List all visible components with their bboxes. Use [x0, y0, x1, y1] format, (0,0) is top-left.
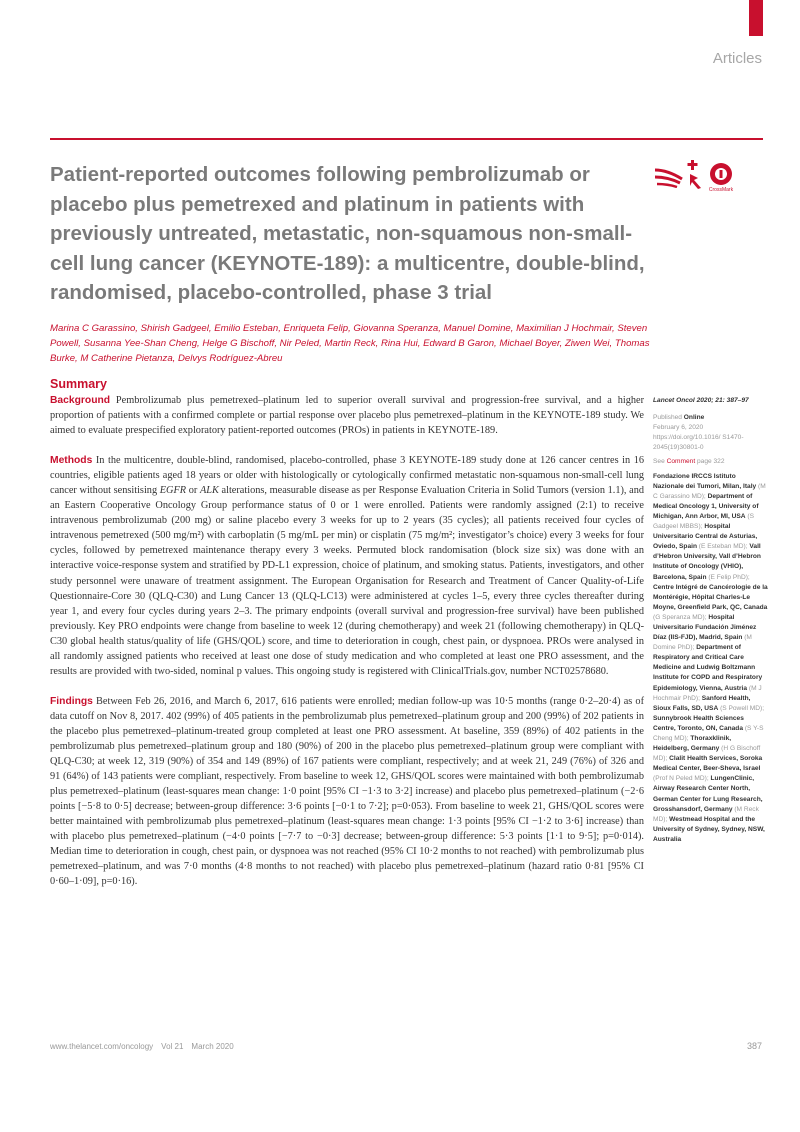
- footer-issue: March 2020: [191, 1042, 234, 1051]
- published-date: February 6, 2020: [653, 424, 704, 432]
- affiliation-institution: Sunnybrook Health Sciences Centre, Toronto, ON, Canada: [653, 714, 744, 732]
- published-line: [653, 413, 768, 423]
- summary-heading: Summary: [50, 377, 107, 391]
- methods-text-2: alterations, measurable disease as per Response Evaluation Criteria in Solid Tumors (version 1.1), and an Eastern Cooperative Oncology Group performance status of 0 or 1 were enrolled. Patients were randomly assigned (2:1) to receive intravenous pembrolizumab (200 mg) or saline placebo every 3 weeks for up to 2 years (35 cycles); all patients received four cycles of intravenous pemetrexed (500 mg/m²) with carboplatin (5 mg/mL per min) or cisplatin (75 mg/m²; investigator’s choice) every 3 weeks for four cycles, followed by pemetrexed maintenance therapy every 3 weeks. Permuted block randomisation (block size six) was done with an interactive voice-response system and stratified by PD-L1 expression, choice of platinum, and smoking status. Patients, investigators, and other study personnel were unaware of treatment assignment. The European Organisation for Research and Treatment of Cancer Quality-of-Life Questionnaire-Core 30 (QLQ-C30) and Lung Cancer 13 (QLQ-LC13) were administered at cycles 1–5, every three cycles thereafter during year 1, and every four cycles during years 2–3. The primary endpoints (overall survival and progression-free survival) have been published previously. Key PRO endpoints were change from baseline to week 12 (during chemotherapy) and week 21 (following chemotherapy) in QLQ-C30 global health status/quality of life (GHS/QOL) score, and time to deterioration in cough, chest pain, or dyspnoea. PROs were analysed in all randomly assigned patients who received at least one dose of study medication and who completed at least one PRO assessment, and the results are provided with two-sided, nominal p values. This ongoing study is registered with ClinicalTrials.gov, number NCT02578680.: [50, 485, 645, 677]
- published-prefix: Published: [653, 414, 684, 422]
- affiliation-author: (S Gadgeel MBBS);: [653, 512, 754, 531]
- comment-link[interactable]: Comment: [666, 458, 696, 466]
- article-title: Patient-reported outcomes following pembrolizumab or placebo plus pemetrexed and platinum in patients with previously untreated, metastatic, non-squamous non-small-cell lung cancer (KEYNOTE-189): a multicentre, double-blind, randomised, placebo-controlled, phase 3 trial: [50, 163, 645, 304]
- top-red-tab: [749, 0, 763, 36]
- background-paragraph: [50, 393, 644, 438]
- affiliation-author: (M J Hochmair PhD);: [653, 684, 762, 702]
- section-label: Articles: [712, 50, 762, 67]
- citation: Lancet Oncol 2020; 21: 387–97: [653, 397, 749, 404]
- lancet-swoosh-icon: [654, 166, 684, 188]
- affiliation-institution: Hospital Universitario Central de Asturias, Oviedo, Spain: [653, 523, 758, 551]
- affiliation-author: (M C Garassino MD);: [653, 482, 766, 500]
- cross-figure-icon: [684, 160, 706, 190]
- affiliation-institution: Fondazione IRCCS Istituto Nazionale dei Tumori, Milan, Italy: [653, 472, 757, 490]
- crossmark-label: CrossMark: [708, 187, 734, 192]
- affiliation-institution: Clalit Health Services, Soroka Medical Center, Beer-Sheva, Israel: [653, 755, 763, 773]
- affiliation-author: (S Powell MD);: [718, 704, 765, 712]
- affiliation-institution: Department of Respiratory and Critical Care Medicine and Ludwig Boltzmann Institute for COPD and Respiratory Epidemiology, Vienna, Austria: [653, 644, 763, 692]
- findings-paragraph: [50, 694, 644, 890]
- methods-text-1: In the multicentre, double-blind, randomised, placebo-controlled, phase 3 KEYNOTE-189 study done at 126 cancer centres in 16 countries, eligible patients aged 18 years or older with histologically or cytologically confirmed metastatic non-squamous non-small-cell lung cancer without sensitising: [50, 455, 644, 497]
- background-text: Pembrolizumab plus pemetrexed–platinum led to superior overall survival and progression-free survival, and a higher proportion of patients with a confirmed complete or partial response over placebo plus pemetrexed–platinum in the KEYNOTE-189 study. We aimed to evaluate prespecified exploratory patient-reported outcomes (PROs) in patients in KEYNOTE-189.: [50, 395, 644, 437]
- doi-link[interactable]: https://doi.org/10.1016/ S1470-2045(19)30801-0: [653, 434, 744, 452]
- affiliation-institution: Westmead Hospital and the University of Sydney, Sydney, NSW, Australia: [653, 815, 765, 843]
- see-comment-line: [653, 457, 768, 467]
- footer: [50, 1042, 242, 1051]
- sidebar: [653, 396, 768, 845]
- alk-gene: ALK: [199, 485, 219, 497]
- see-prefix: See: [653, 458, 667, 466]
- affiliation-institution: Hospital Universitario Fundación Jiménez Díaz (IIS-FJD), Madrid, Spain: [653, 613, 757, 642]
- affiliation-author: (E Esteban MD);: [696, 543, 750, 551]
- affiliation-author: (Prof N Peled MD);: [653, 775, 711, 783]
- affiliation-author: (S Y-S Cheng MD);: [653, 724, 764, 742]
- egfr-gene: EGFR: [159, 485, 187, 497]
- see-suffix: page 322: [695, 458, 725, 466]
- journal-logos: [654, 160, 744, 196]
- published-online: Online: [683, 414, 705, 422]
- page-number: 387: [746, 1041, 762, 1051]
- footer-url[interactable]: www.thelancet.com/oncology: [50, 1042, 154, 1051]
- affiliation-author: (E Felip PhD);: [706, 573, 750, 581]
- crossmark-icon[interactable]: [708, 162, 734, 192]
- findings-label: Findings: [50, 695, 93, 707]
- affiliation-author: (M Domine PhD);: [653, 634, 752, 652]
- affiliation-institution: LungenClinic, Airway Research Center North, German Center for Lung Research, Grosshansdorf, Germany: [653, 775, 763, 813]
- affiliation-institution: Centre Intégré de Cancérologie de la Montérégie, Hôpital Charles-Le Moyne, Greenfield Park, QC, Canada: [653, 583, 768, 611]
- affiliations: [653, 472, 768, 845]
- methods-paragraph: [50, 453, 644, 679]
- affiliation-institution: Sanford Health, Sioux Falls, SD, USA: [653, 694, 751, 712]
- affiliation-author: (G Speranza MD);: [653, 613, 709, 621]
- affiliation-institution: Department of Medical Oncology 1, University of Michigan, Ann Arbor, MI, USA: [653, 492, 759, 520]
- affiliation-author: (M Reck MD);: [653, 805, 759, 823]
- findings-text: Between Feb 26, 2016, and March 6, 2017, 616 patients were enrolled; median follow-up was 10·5 months (range 0·2–20·4) as of data cutoff on Nov 8, 2017. 402 (99%) of 405 patients in the pembrolizumab plus pemetrexed–platinum group and 200 (99%) of 202 patients in the placebo plus pemetrexed–platinum-treated group completed at least one PRO assessment. At baseline, 359 (89%) of 402 patients in the pembrolizumab plus pemetrexed–platinum group and 180 (90%) of 200 in the placebo plus pemetrexed–platinum group were compliant with QLQ-C30; at week 12, 319 (90%) of 354 and 149 (89%) of 167 patients were compliant, respectively; and at week 21, 249 (76%) of 326 and 91 (64%) of 143 patients were compliant, respectively. From baseline to week 12, GHS/QOL scores were maintained with both pembrolizumab plus pemetrexed–platinum (least-squares mean change: 1·0 point [95% CI −1·3 to 3·2] increase) and placebo plus pemetrexed–platinum (−2·6 points [−5·8 to 0·5] decrease; between-group difference: 3·6 points [−0·1 to 7·2]; p=0·053). From baseline to week 21, GHS/QOL scores were better maintained with pembrolizumab plus pemetrexed–platinum (least-squares mean change: 1·3 points [95% CI −1·2 to 3·6] increase) than with placebo plus pemetrexed–platinum (−4·0 points [−7·7 to −0·3] decrease; between-group difference: 5·3 points [1·1 to 9·5]; p=0·014). Median time to deterioration in cough, chest pain, or dyspnoea was not reached (95% CI 10·2 months to not reached) with pembrolizumab plus pemetrexed–platinum, and was 7·0 months (4·8 months to not reached) with placebo plus pemetrexed–platinum (hazard ratio 0·81 [95% CI 0·60–1·09], p=0·16).: [50, 695, 644, 888]
- author-list: Marina C Garassino, Shirish Gadgeel, Emilio Esteban, Enriqueta Felip, Giovanna Speranza, Manuel Domine, Maximilian J Hochmair, Steven Powell, Susanna Yee-Shan Cheng, Helge G Bischoff, Nir Peled, Martin Reck, Rina Hui, Edward B Garon, Michael Boyer, Ziwen Wei, Thomas Burke, M Catherine Pietanza, Delvys Rodríguez-Abreu: [50, 323, 650, 364]
- affiliation-author: (H G Bischoff MD);: [653, 745, 761, 763]
- header-rule: [50, 138, 763, 140]
- footer-volume: Vol 21: [161, 1042, 184, 1051]
- background-label: Background: [50, 395, 111, 406]
- affiliation-institution: Vall d’Hebron University, Vall d’Hebron Institute of Oncology (VHIO), Barcelona, Spain: [653, 543, 761, 581]
- affiliation-institution: Thoraxklinik, Heidelberg, Germany: [653, 735, 732, 753]
- methods-or: or: [186, 485, 200, 497]
- methods-label: Methods: [50, 455, 93, 467]
- abstract: [50, 393, 644, 904]
